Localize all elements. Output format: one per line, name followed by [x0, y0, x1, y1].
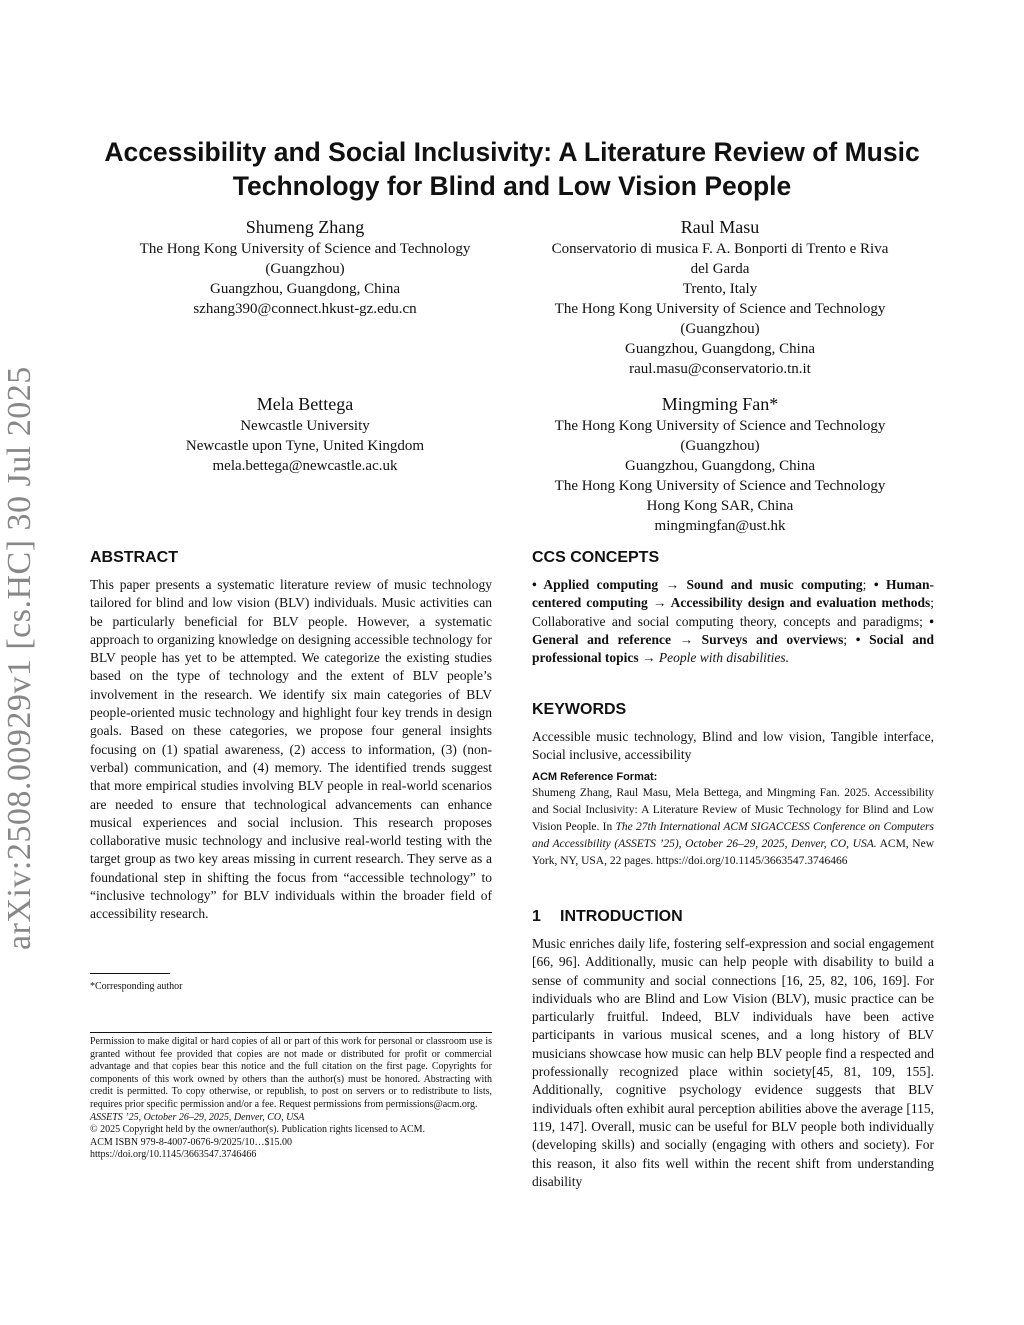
introduction-section	[532, 907, 934, 1191]
author-email: mela.bettega@newcastle.ac.uk	[212, 458, 398, 474]
author-location: Guangzhou, Guangdong, China	[210, 281, 400, 297]
venue-line: ASSETS ’25, October 26–29, 2025, Denver, CO, USA	[90, 1111, 305, 1123]
ccs-item-3: • General and reference → Surveys and overviews	[532, 613, 934, 647]
ccs-heading: CCS CONCEPTS	[532, 549, 660, 566]
keywords-heading: KEYWORDS	[532, 701, 627, 718]
author-affiliation: The Hong Kong University of Science and Technology	[554, 301, 886, 317]
doi-link[interactable]: https://doi.org/10.1145/3663547.3746466	[90, 1149, 257, 1161]
author-email: raul.masu@conservatorio.tn.it	[629, 361, 811, 377]
keywords-text: Accessible music technology, Blind and low vision, Tangible interface, Social inclusive, accessibility	[532, 729, 934, 763]
introduction-text: Music enriches daily life, fostering self-expression and social engagement [66, 96]. Additionally, music can help people with disability to build a sense of community and social connections [16, 25, 82, 106, 169]. For individuals who are Blind and Low Vision (BLV), music practice can be particularly fruitful. Indeed, BLV individuals have been active participants in various musical scenes, and a long history of BLV musicians showcase how music can help BLV people find a respected and professionally recognized place within society[45, 81, 109, 155]. Additionally, cognitive psychology evidence suggests that BLV individuals often exhibit aural perception abilities above the average [115, 119, 147]. Overall, music can be useful for BLV people both individually (developing skills) and socially (engaging with others and society). For this reason, it also fits well within the recent shift from understanding disability	[532, 936, 934, 1189]
paper-title: Accessibility and Social Inclusivity: A Literature Review of Music Technology for Blind and Low Vision People	[104, 137, 920, 201]
author-location: Guangzhou, Guangdong, China	[625, 341, 815, 357]
introduction-heading: 1 INTRODUCTION	[532, 908, 683, 925]
author-location: Trento, Italy	[682, 281, 758, 297]
author-affiliation: The Hong Kong University of Science and Technology	[139, 241, 471, 257]
author-location: Newcastle upon Tyne, United Kingdom	[185, 438, 425, 454]
footnote-rule	[90, 973, 170, 974]
author-block-2	[510, 215, 930, 379]
abstract-text: This paper presents a systematic literature review of music technology tailored for blind and low vision (BLV) individuals. Music activities can be particularly beneficial for BLV people. However, a systematic approach to organizing knowledge on designing accessible technology for BLV people has yet to be attempted. We categorize the existing studies based on the type of technology and the extent of BLV people’s involvement in the research. We identify six main categories of BLV people-oriented music technology and highlight four key trends in design goals. Based on these categories, we propose four general insights focusing on (1) spatial awareness, (2) access to information, (3) (non-verbal) communication, and (4) memory. The identified trends suggest that more empirical studies involving BLV people in real-world scenarios are needed to ensure that technological advancements can enhance musical experiences and social inclusion. This research proposes collaborative music technology and inclusive real-world testing with the target group as two key areas missing in current research. They serve as a foundational step in shifting the focus from “accessible technology” to “inclusive technology” for BLV individuals within the broader field of accessibility research.	[90, 577, 492, 922]
acm-reference-heading: ACM Reference Format:	[532, 771, 658, 783]
author-affiliation: The Hong Kong University of Science and Technology	[554, 418, 886, 434]
ccs-item-2: • Human-centered computing → Accessibility design and evaluation methods	[532, 577, 934, 611]
abstract-section	[90, 548, 492, 924]
author-affiliation: del Garda	[690, 261, 750, 277]
abstract-heading: ABSTRACT	[90, 549, 178, 566]
acm-reference-text: Shumeng Zhang, Raul Masu, Mela Bettega, and Mingming Fan. 2025. Accessibility and Social Inclusivity: A Literature Review of Music Technology for Blind and Low Vision People. In The 27th International ACM SIGACCESS Conference on Computers and Accessibility (ASSETS ’25), October 26–29, 2025, Denver, CO, USA. ACM, New York, NY, USA, 22 pages. https://doi.org/10.1145/3663547.3746466	[532, 787, 934, 867]
author-email: mingmingfan@ust.hk	[654, 518, 786, 534]
author-affiliation: The Hong Kong University of Science and Technology	[554, 478, 886, 494]
permission-text: Permission to make digital or hard copies of all or part of this work for personal or classroom use is granted without fee provided that copies are not made or distributed for profit or commercial advantage and that copies bear this notice and the full citation on the first page. Copyrights for components of this work owned by others than the author(s) must be honored. Abstracting with credit is permitted. To copy otherwise, or republish, to post on servers or to redistribute to lists, requires prior specific permission and/or a fee. Request permissions from permissions@acm.org.	[90, 1036, 492, 1110]
author-affiliation: (Guangzhou)	[680, 438, 760, 454]
isbn-line: ACM ISBN 979-8-4007-0676-9/2025/10…$15.00	[90, 1136, 292, 1148]
ccs-concepts-section	[532, 548, 934, 667]
author-affiliation: Newcastle University	[240, 418, 370, 434]
author-affiliation: (Guangzhou)	[265, 261, 345, 277]
ccs-item-4: • Social and professional topics →	[532, 631, 934, 666]
author-affiliation: (Guangzhou)	[680, 321, 760, 337]
author-location: Hong Kong SAR, China	[646, 498, 794, 514]
copyright-line: © 2025 Copyright held by the owner/author(s). Publication rights licensed to ACM.	[90, 1124, 426, 1136]
arxiv-identifier: arXiv:2508.00929v1 [cs.HC] 30 Jul 2025	[1, 366, 38, 950]
author-email: szhang390@connect.hkust-gz.edu.cn	[193, 301, 417, 317]
author-name: Raul Masu	[680, 217, 760, 237]
author-affiliation: Conservatorio di musica F. A. Bonporti di Trento e Riva	[551, 241, 889, 257]
permission-block	[90, 1036, 492, 1162]
corresponding-author-footnote: *Corresponding author	[90, 981, 183, 992]
author-name: Mela Bettega	[256, 394, 354, 414]
permission-rule	[90, 1032, 492, 1033]
author-block-3	[100, 392, 510, 476]
author-block-4	[510, 392, 930, 536]
author-name: Mingming Fan*	[661, 394, 779, 414]
author-location: Guangzhou, Guangdong, China	[625, 458, 815, 474]
keywords-section	[532, 700, 934, 765]
acm-reference-section	[532, 769, 934, 870]
ccs-text: • Applied computing → Sound and music computing; • Human-centered computing → Accessibility design and evaluation methods; Collaborative and social computing theory, concepts and paradigms; • General and reference → Surveys and overviews; • Social and professional topics → People with disabilities.	[532, 577, 934, 666]
author-name: Shumeng Zhang	[245, 217, 365, 237]
author-block-1	[100, 215, 510, 319]
ccs-item-1: • Applied computing → Sound and music computing	[532, 577, 863, 592]
